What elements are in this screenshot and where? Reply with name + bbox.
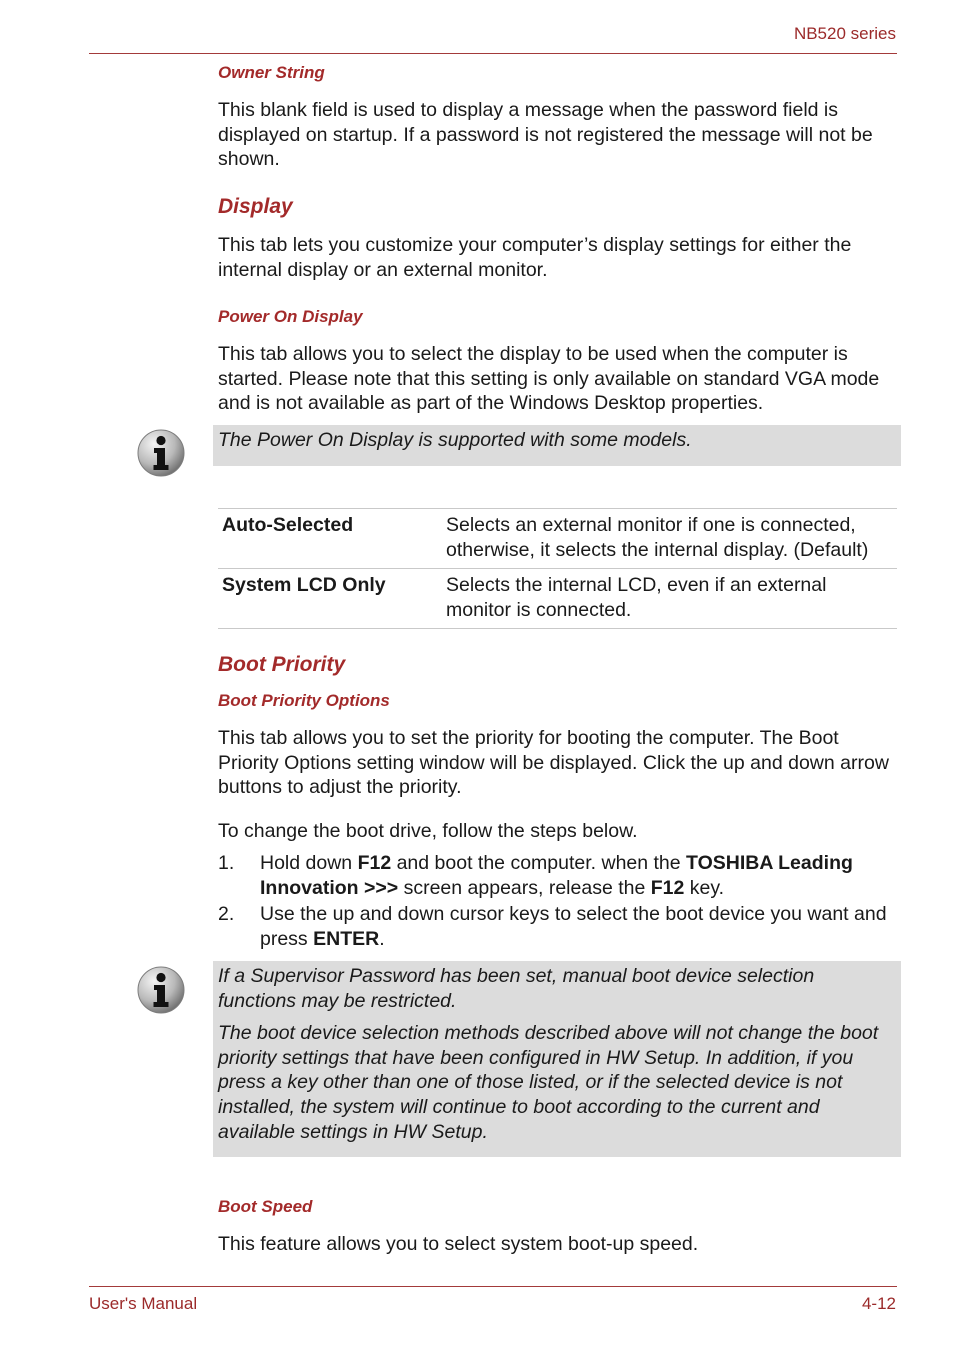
header-rule	[89, 53, 897, 54]
table-cell-key: Auto-Selected	[222, 514, 354, 536]
table-cell-value: Selects the internal LCD, even if an external monitor is connected.	[446, 574, 827, 621]
list-item	[218, 902, 898, 951]
power-on-display-heading: Power On Display	[218, 307, 363, 326]
boot-priority-options-heading: Boot Priority Options	[218, 691, 390, 710]
boot-steps-intro: To change the boot drive, follow the steps below.	[218, 820, 638, 842]
step-text: screen appears, release the	[398, 876, 651, 899]
step-number: 2.	[218, 903, 235, 926]
boot-priority-note-text-1: If a Supervisor Password has been set, manual boot device selection functions may be restricted.	[218, 965, 815, 1012]
step-text: .	[379, 927, 385, 950]
boot-priority-body: This tab allows you to set the priority for booting the computer. The Boot Priority Options setting window will be displayed. Click the up and down arrow buttons to adjust the priority.	[218, 727, 889, 799]
table-row	[218, 509, 897, 569]
footer-rule	[89, 1286, 897, 1287]
footer-manual-title: User's Manual	[89, 1294, 198, 1313]
step-text: and boot the computer. when the	[391, 852, 687, 874]
boot-speed-heading: Boot Speed	[218, 1197, 313, 1216]
power-on-display-note-text: The Power On Display is supported with some models.	[218, 429, 692, 451]
display-options-table	[218, 508, 897, 629]
step-number: 1.	[218, 852, 235, 874]
step-text: key.	[684, 876, 725, 899]
boot-priority-note	[213, 961, 901, 1157]
power-on-display-note	[213, 425, 901, 466]
boot-speed-body: This feature allows you to select system boot-up speed.	[218, 1233, 699, 1255]
step-key: ENTER	[313, 927, 380, 950]
display-body: This tab lets you customize your computer’s display settings for either the internal display or an external monitor.	[218, 234, 852, 281]
display-heading: Display	[218, 195, 293, 218]
info-icon	[136, 965, 186, 1015]
step-text: Use the up and down cursor keys to select the boot device you want and press	[260, 903, 887, 950]
table-row	[218, 569, 897, 629]
step-text: Hold down	[260, 852, 358, 874]
boot-steps-list	[218, 851, 898, 953]
power-on-display-body: This tab allows you to select the display to be used when the computer is started. Please note that this setting is only available on standard VGA mode and is not available as part of the Windows Desktop properties.	[218, 343, 880, 415]
info-icon	[136, 428, 186, 478]
owner-string-heading: Owner String	[218, 63, 325, 82]
table-cell-key: System LCD Only	[222, 574, 386, 597]
boot-priority-note-text-2: The boot device selection methods described above will not change the boot priority settings that have been configured in HW Setup. In addition, if you press a key other than one of those listed, or if the selected device is not installed, the system will continue to boot according to the current and available settings in HW Setup.	[218, 1022, 879, 1143]
table-cell-value: Selects an external monitor if one is connected, otherwise, it selects the internal display. (Default)	[446, 514, 869, 561]
list-item	[218, 851, 898, 900]
step-key: TOSHIBA Leading Innovation >>>	[260, 852, 853, 899]
step-key: F12	[650, 876, 685, 899]
boot-priority-heading: Boot Priority	[218, 653, 346, 676]
footer-page-number: 4-12	[861, 1294, 896, 1313]
owner-string-body: This blank field is used to display a message when the password field is displayed on startup. If a password is not registered the message will not be shown.	[218, 99, 873, 171]
step-key: F12	[357, 852, 392, 874]
header-series: NB520 series	[793, 24, 896, 43]
